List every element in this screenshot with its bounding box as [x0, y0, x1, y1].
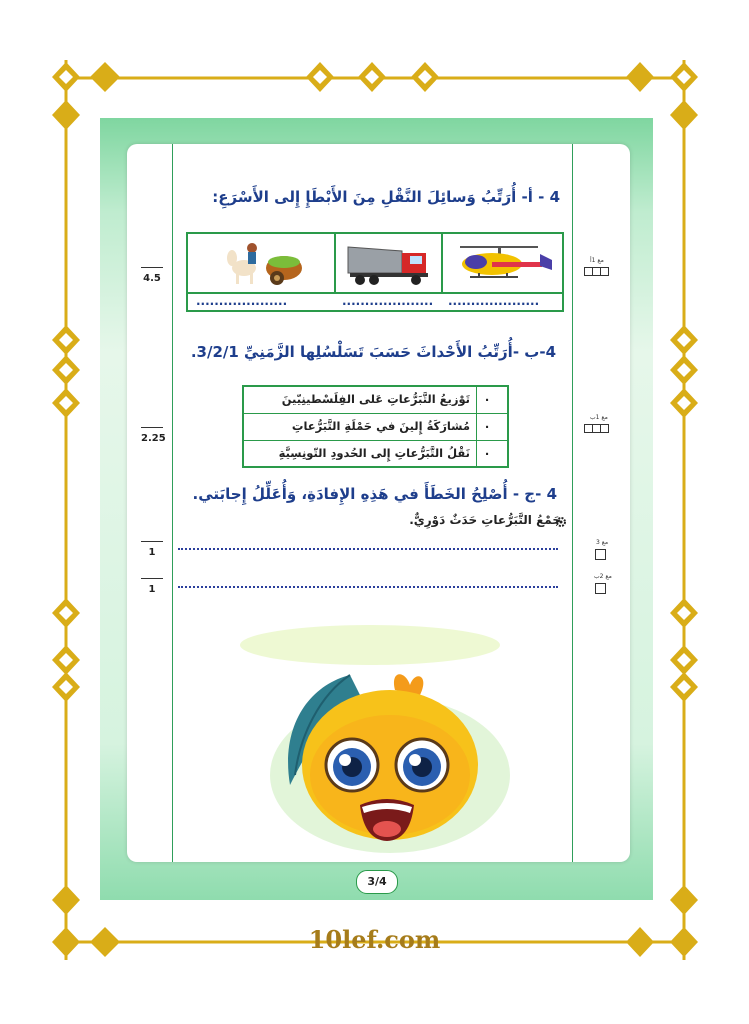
statement-text: جَمْعُ التَّبَرُّعاتِ حَدَثٌ دَوْرِيٌّ. — [409, 513, 561, 527]
answer-dots-1[interactable]: .................... — [448, 294, 540, 308]
criterion-box-4c-2[interactable] — [596, 583, 606, 594]
truck-icon — [346, 237, 434, 289]
criterion-label-4a: مع 1أ — [590, 257, 604, 264]
criterion-label-4b: مع 1ب — [590, 414, 608, 421]
page-number: 3/4 — [356, 870, 398, 894]
criterion-boxes-4a[interactable] — [585, 267, 609, 276]
event-row — [244, 441, 507, 468]
event-text: نَقْلُ التَّبَرُّعاتِ إِلى الحُدودِ التّونِسِيَّةِ — [278, 446, 470, 460]
score-4b: 2.25 — [141, 427, 163, 444]
criterion-label-4c-2: مع 2ب — [594, 573, 612, 580]
order-slot[interactable]: . — [484, 417, 490, 431]
order-slot[interactable]: . — [484, 390, 490, 404]
horse-cart-icon — [222, 238, 312, 288]
answer-line-1[interactable] — [178, 548, 558, 550]
criterion-boxes-4b[interactable] — [585, 424, 609, 433]
answer-dots-3[interactable]: .................... — [196, 294, 288, 308]
right-margin-line — [572, 144, 573, 862]
criterion-label-4c-1: مع 3 — [596, 539, 609, 546]
score-4c-1: 1 — [141, 541, 163, 558]
criterion-box-4c-1[interactable] — [596, 549, 606, 560]
answer-dots-2[interactable]: .................... — [342, 294, 434, 308]
helicopter-icon — [452, 240, 558, 286]
site-watermark[interactable]: 10lef.com — [308, 925, 441, 954]
order-slot[interactable]: . — [484, 444, 490, 458]
answer-line-2[interactable] — [178, 586, 558, 588]
event-row — [244, 414, 507, 441]
left-margin-line — [172, 144, 173, 862]
question-4a-heading: 4 - أ- أُرَتِّبُ وَسائِلَ النَّقْلِ مِنَ الأَبْطَإِ إِلى الأَسْرَعِ: — [212, 188, 560, 206]
chick-with-feather-icon — [240, 615, 520, 855]
question-4b-heading: 4-ب -أُرَتِّبُ الأَحْداثَ حَسَبَ تَسَلْسُلِها الزَّمَنِيِّ 3/2/1. — [190, 343, 556, 361]
event-text: تَوْزيعُ التَّبَرُّعاتِ عَلى الفِلَسْطينِيّينَ — [281, 392, 470, 406]
question-4c-heading: 4 -ج - أُصْلِحُ الخَطَأَ في هَذِهِ الإِفادَةِ، وَأُعَلِّلُ إِجابَتي. — [192, 485, 557, 503]
event-row — [244, 387, 507, 414]
score-4c-2: 1 — [141, 578, 163, 595]
event-text: مُشارَكَةُ إِلينَ في حَمْلَةِ التَّبَرُّعاتِ — [291, 419, 470, 433]
events-table — [242, 385, 509, 468]
score-4a: 4.5 — [141, 267, 163, 284]
